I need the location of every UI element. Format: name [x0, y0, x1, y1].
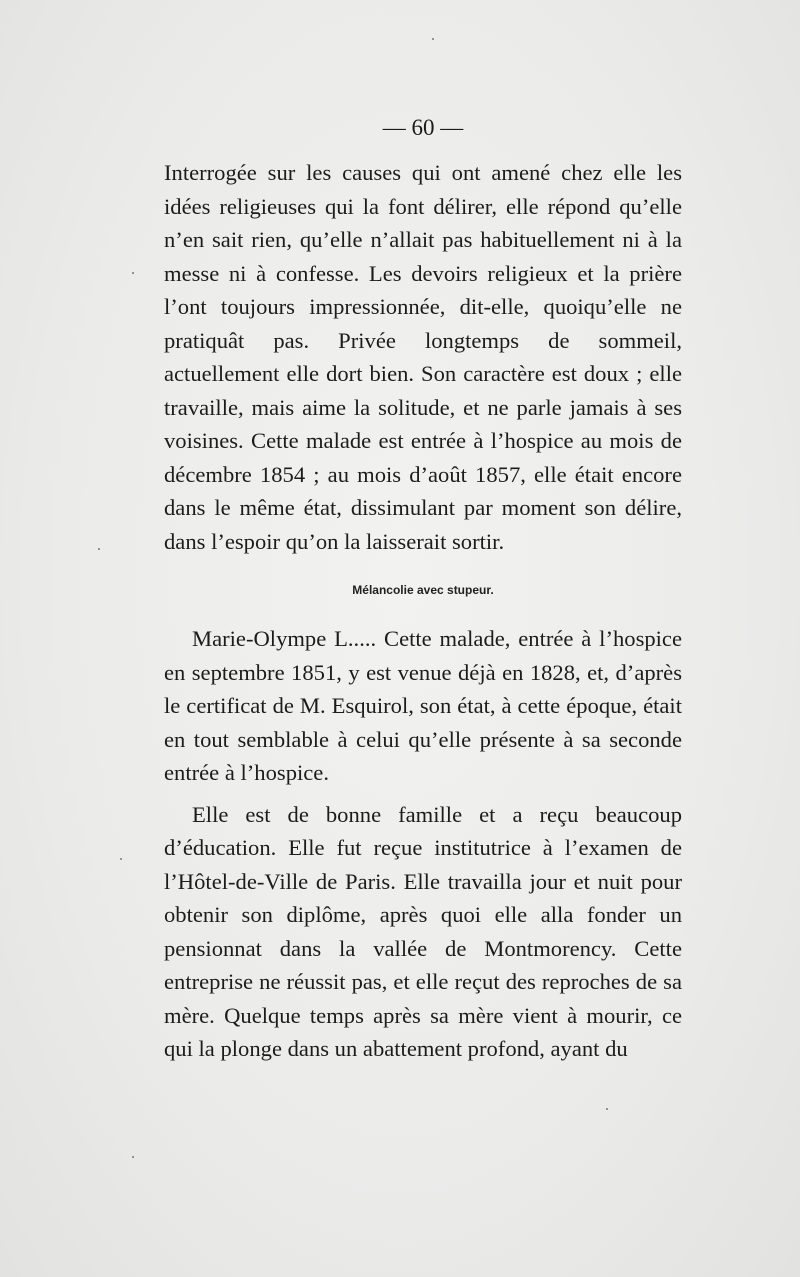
page-number: — 60 —: [382, 115, 464, 140]
section-heading: Mélancolie avec stupeur.: [352, 583, 494, 597]
paragraph-case-intro: Marie-Olympe L..... Cette malade, entrée à l’hospice en septembre 1851, y est venue déjà en 1828, et, d’après le certificat de M. Esquirol, son état, à cette époque, était en tout semblable à celui qu’elle présente à sa seconde entrée à l’hospice.: [164, 626, 682, 785]
paper-speck: [120, 858, 122, 860]
paper-speck: [606, 1108, 608, 1110]
paragraph-case-history: Elle est de bonne famille et a reçu beaucoup d’éducation. Elle fut reçue institutrice à l’examen de l’Hôtel-de-Ville de Paris. Elle travailla jour et nuit pour obtenir son diplôme, après quoi elle alla fonder un pensionnat dans la vallée de Montmorency. Cette entreprise ne réussit pas, et elle reçut des reproches de sa mère. Quelque temps après sa mère vient à mourir, ce qui la plonge dans un abattement profond, ayant du: [164, 801, 682, 1061]
page-content: [164, 110, 682, 1066]
paper-speck: [432, 38, 434, 40]
paper-speck: [132, 272, 134, 274]
paper-speck: [98, 548, 100, 550]
paper-speck: [132, 1156, 134, 1158]
paragraph-continuation: Interrogée sur les causes qui ont amené chez elle les idées religieuses qui la font délirer, elle répond qu’elle n’en sait rien, qu’elle n’allait pas habituellement ni à la messe ni à confesse. Les devoirs religieux et la prière l’ont toujours impressionnée, dit-elle, quoiqu’elle ne pratiquât pas. Privée longtemps de sommeil, actuellement elle dort bien. Son caractère est doux ; elle travaille, mais aime la solitude, et ne parle jamais à ses voisines. Cette malade est entrée à l’hospice au mois de décembre 1854 ; au mois d’août 1857, elle était encore dans le même état, dissimulant par moment son délire, dans l’espoir qu’on la laisserait sortir.: [164, 160, 682, 554]
